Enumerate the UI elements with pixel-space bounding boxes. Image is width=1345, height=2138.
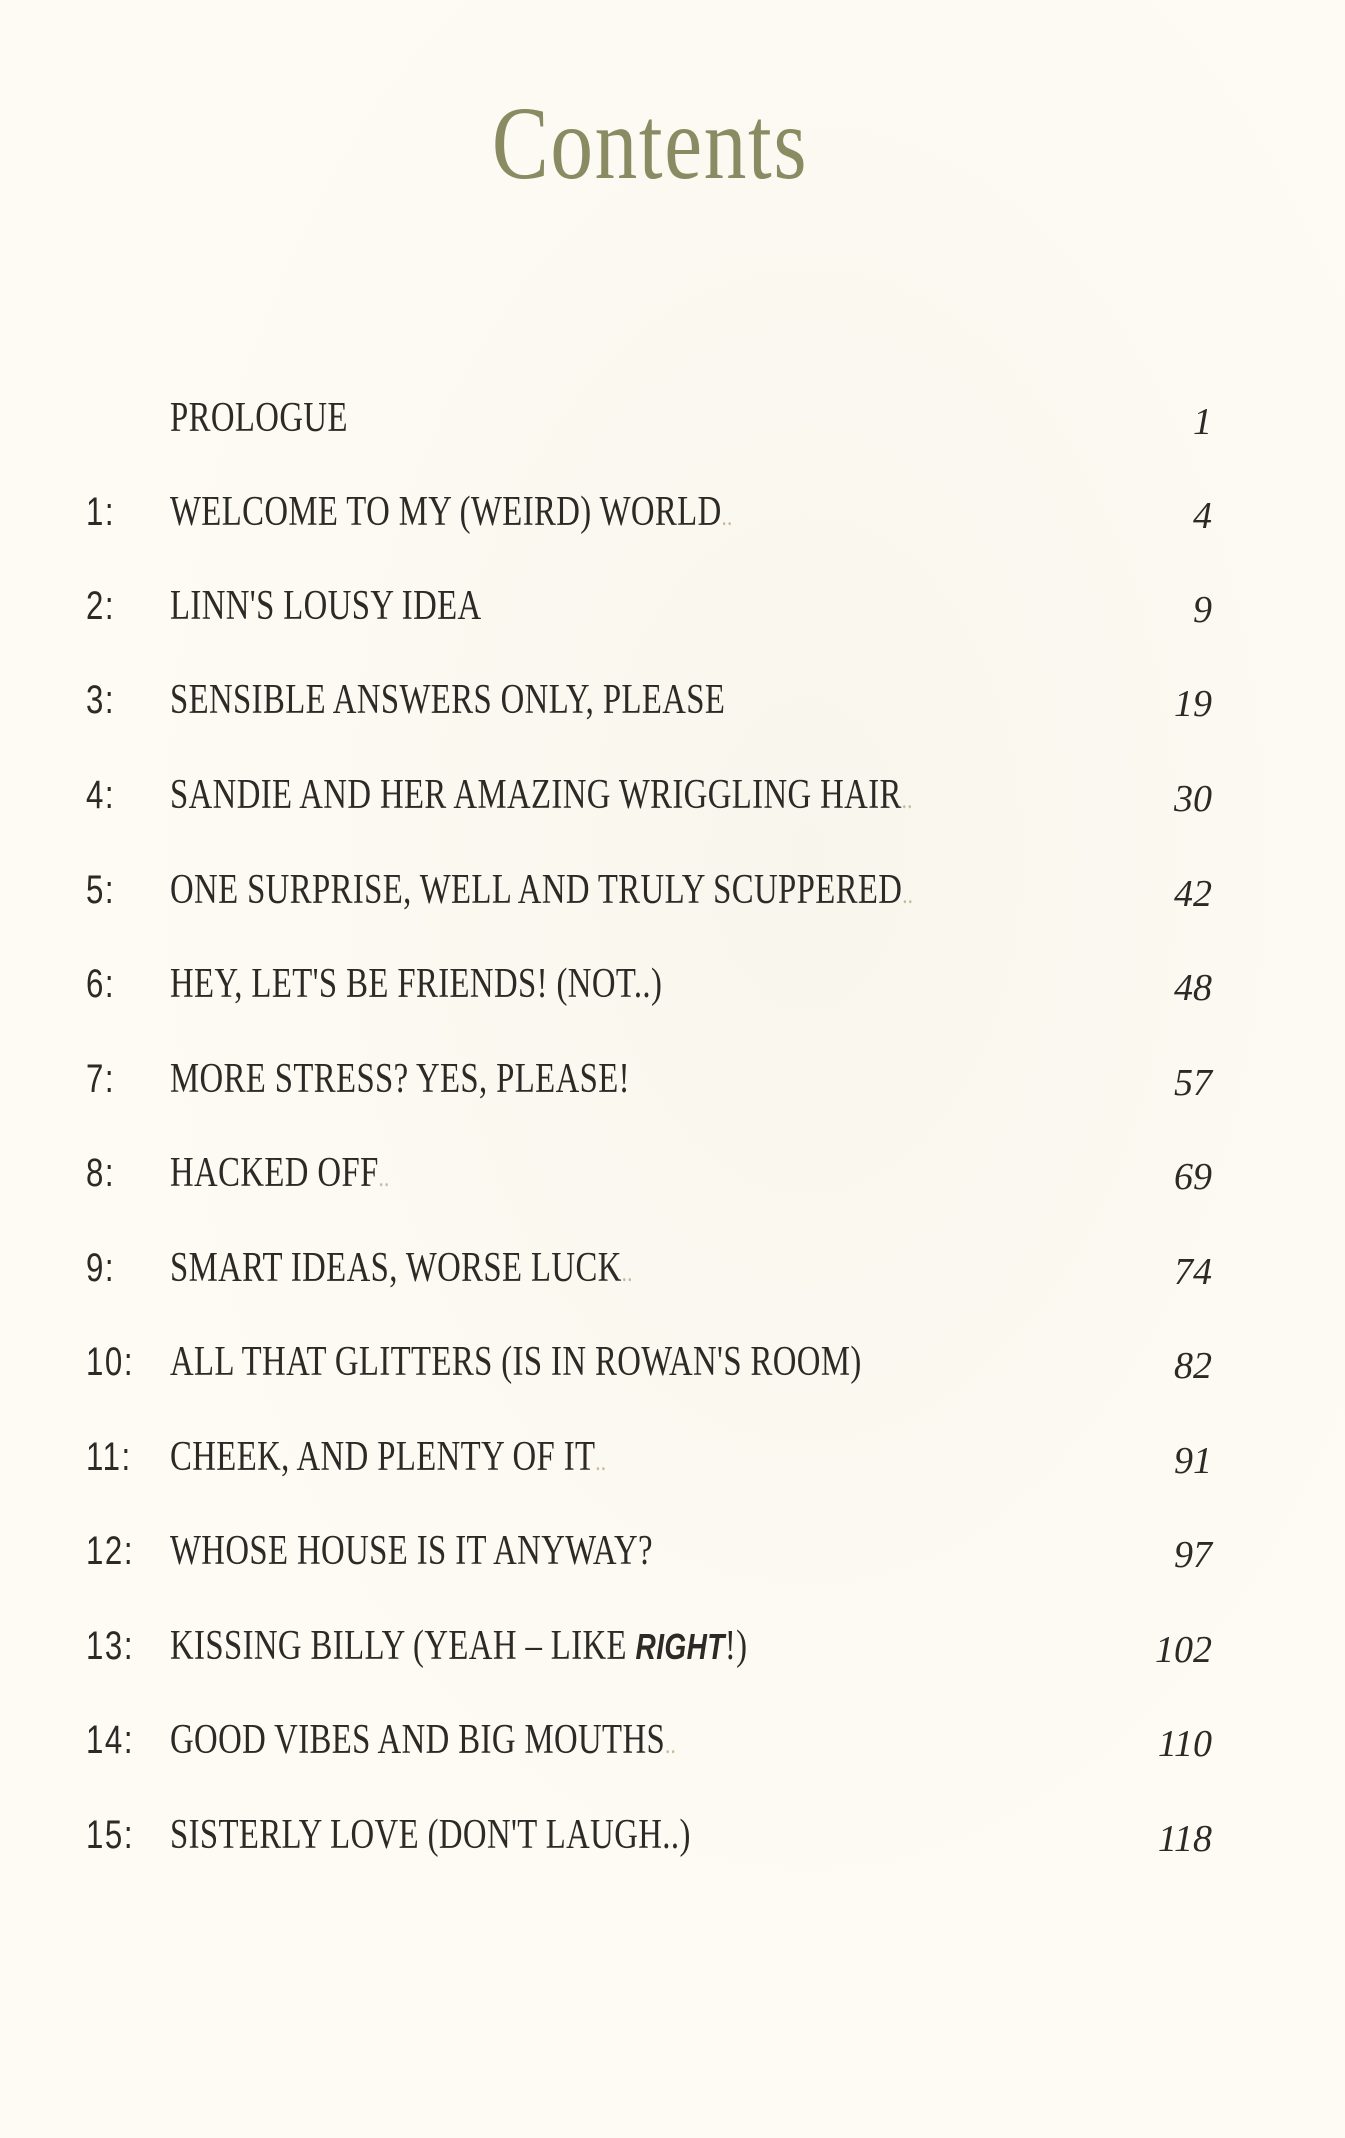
- chapter-number: 9:: [86, 1246, 116, 1290]
- page-number: 9: [1193, 589, 1212, 631]
- chapter-title: ONE SURPRISE, WELL AND TRULY SCUPPERED..: [170, 867, 914, 913]
- chapter-number: 15:: [86, 1813, 135, 1857]
- chapter-number: 14:: [86, 1718, 135, 1762]
- toc-entry-chapter-5[interactable]: [0, 862, 1345, 942]
- toc-entry-chapter-14[interactable]: [0, 1712, 1345, 1792]
- page-number: 48: [1174, 967, 1212, 1009]
- toc-entry-chapter-12[interactable]: [0, 1523, 1345, 1603]
- page-number: 57: [1174, 1062, 1212, 1104]
- toc-entry-chapter-2[interactable]: [0, 578, 1345, 658]
- chapter-number: 13:: [86, 1624, 135, 1668]
- chapter-number: 8:: [86, 1151, 116, 1195]
- toc-entry-chapter-11[interactable]: [0, 1429, 1345, 1509]
- toc-entry-chapter-6[interactable]: [0, 956, 1345, 1036]
- chapter-title: WELCOME TO MY (WEIRD) WORLD..: [170, 489, 733, 535]
- page-number: 110: [1157, 1723, 1212, 1765]
- chapter-title: LINN'S LOUSY IDEA: [170, 583, 482, 629]
- emphasized-word: RIGHT: [635, 1626, 725, 1667]
- toc-entry-chapter-13[interactable]: [0, 1618, 1345, 1698]
- toc-entry-chapter-1[interactable]: [0, 484, 1345, 564]
- page-number: 82: [1174, 1345, 1212, 1387]
- page-number: 30: [1174, 778, 1212, 820]
- chapter-title: ALL THAT GLITTERS (IS IN ROWAN'S ROOM): [170, 1339, 862, 1385]
- chapter-number: 10:: [86, 1340, 135, 1384]
- toc-entry-chapter-10[interactable]: [0, 1334, 1345, 1414]
- chapter-title: PROLOGUE: [170, 395, 348, 441]
- chapter-number: 2:: [86, 584, 116, 628]
- chapter-title: SANDIE AND HER AMAZING WRIGGLING HAIR..: [170, 772, 913, 818]
- toc-entry-chapter-7[interactable]: [0, 1051, 1345, 1131]
- page-number: 102: [1155, 1629, 1212, 1671]
- toc-entry-chapter-8[interactable]: [0, 1145, 1345, 1225]
- chapter-title: SENSIBLE ANSWERS ONLY, PLEASE: [170, 677, 726, 723]
- toc-entry-chapter-9[interactable]: [0, 1240, 1345, 1320]
- chapter-number: 12:: [86, 1529, 135, 1573]
- page-number: 42: [1174, 873, 1212, 915]
- toc-entry-chapter-15[interactable]: [0, 1807, 1345, 1887]
- page-number: 4: [1193, 495, 1212, 537]
- page-number: 19: [1174, 683, 1212, 725]
- chapter-number: 1:: [86, 490, 116, 534]
- chapter-title: SMART IDEAS, WORSE LUCK..: [170, 1245, 633, 1291]
- chapter-number: 4:: [86, 773, 116, 817]
- chapter-title: HACKED OFF..: [170, 1150, 390, 1196]
- chapter-title: MORE STRESS? YES, PLEASE!: [170, 1056, 630, 1102]
- chapter-number: 7:: [86, 1057, 116, 1101]
- chapter-title: SISTERLY LOVE (DON'T LAUGH..): [170, 1812, 691, 1858]
- page-title: Contents: [491, 86, 809, 201]
- chapter-title: HEY, LET'S BE FRIENDS! (NOT..): [170, 961, 663, 1007]
- chapter-number: 6:: [86, 962, 116, 1006]
- chapter-number: 5:: [86, 868, 116, 912]
- toc-entry-chapter-3[interactable]: [0, 672, 1345, 752]
- page-number: 69: [1174, 1156, 1212, 1198]
- page-number: 74: [1174, 1251, 1212, 1293]
- toc-entry-chapter-4[interactable]: [0, 767, 1345, 847]
- chapter-title: KISSING BILLY (YEAH – LIKE RIGHT!): [170, 1623, 748, 1669]
- chapter-title: GOOD VIBES AND BIG MOUTHS..: [170, 1717, 677, 1763]
- page-number: 1: [1193, 401, 1212, 443]
- page-number: 118: [1157, 1818, 1212, 1860]
- chapter-title: WHOSE HOUSE IS IT ANYWAY?: [170, 1528, 653, 1574]
- chapter-number: 3:: [86, 678, 116, 722]
- chapter-number: 11:: [86, 1435, 132, 1479]
- chapter-title: CHEEK, AND PLENTY OF IT..: [170, 1434, 607, 1480]
- page-number: 97: [1174, 1534, 1212, 1576]
- page-number: 91: [1174, 1440, 1212, 1482]
- toc-entry-prologue[interactable]: [0, 390, 1345, 470]
